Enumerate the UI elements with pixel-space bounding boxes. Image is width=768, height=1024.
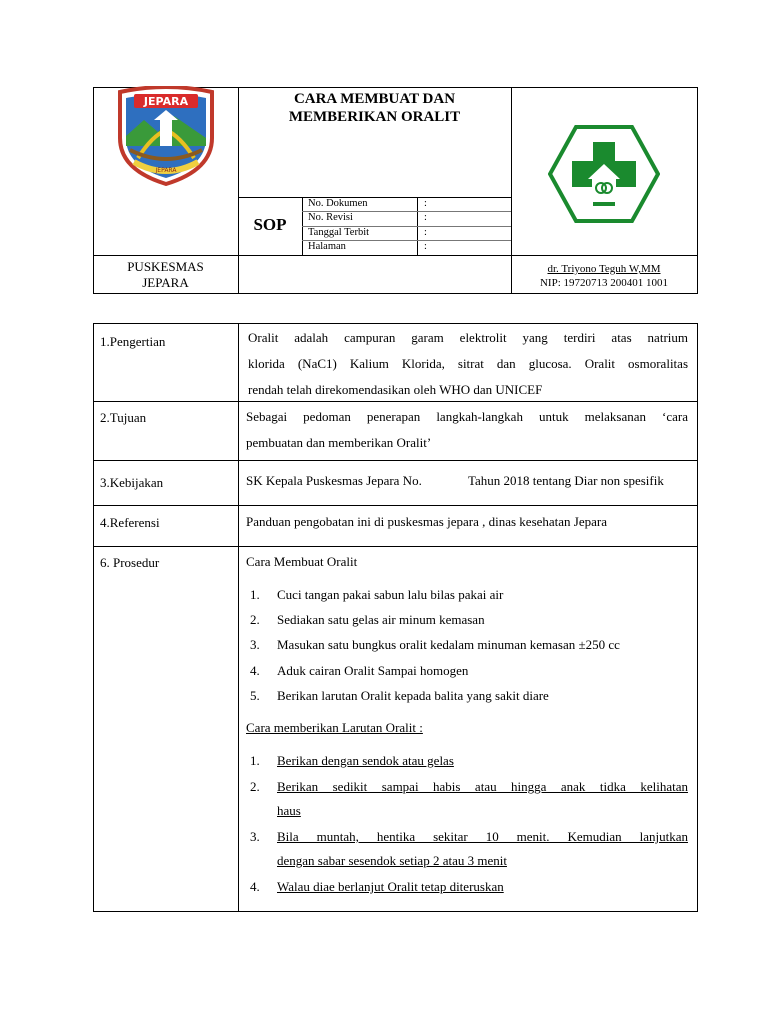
organization-name (93, 259, 238, 291)
referensi-text: Panduan pengobatan ini di puskesmas jepara , dinas kesehatan Jepara (246, 514, 607, 529)
step2-text-2b: haus (277, 803, 301, 818)
kebijakan-text-b: Tahun 2018 tentang Diar non spesifik (468, 473, 664, 488)
step2-text-3b: dengan sabar sesendok setiap 2 atau 3 menit (277, 853, 507, 868)
pengertian-text (248, 325, 688, 403)
step1-num-3: 3. (250, 637, 260, 652)
org-line-2: JEPARA (142, 275, 189, 290)
label-tujuan: 2.Tujuan (100, 410, 147, 425)
step1-num-5: 5. (250, 688, 260, 703)
org-line-1: PUSKESMAS (127, 259, 204, 274)
meta-value-dokumen: : (424, 198, 427, 209)
label-prosedur: 6. Prosedur (100, 555, 160, 570)
puskesmas-logo (548, 124, 660, 224)
meta-label-halaman: Halaman (308, 241, 346, 252)
step1-text-1: Cuci tangan pakai sabun lalu bilas pakai air (277, 587, 504, 602)
tujuan-line-1: Sebagai pedoman penerapan langkah-langkah untuk melaksanan ‘cara (246, 409, 688, 424)
tujuan-line-2: pembuatan dan memberikan Oralit’ (246, 435, 432, 450)
meta-value-halaman: : (424, 241, 427, 252)
signer-nip: NIP: 19720713 200401 1001 (539, 277, 669, 289)
step1-text-2: Sediakan satu gelas air minum kemasan (277, 612, 485, 627)
label-referensi: 4.Referensi (100, 515, 160, 530)
sop-label: SOP (253, 215, 287, 234)
svg-text:JEPARA: JEPARA (155, 167, 177, 174)
step2-text-1: Berikan dengan sendok atau gelas (277, 753, 454, 768)
pengertian-line-2: klorida (NaC1) Kalium Klorida, sitrat dan glucosa. Oralit osmoralitas (248, 356, 688, 371)
meta-value-tanggal-terbit: : (424, 227, 427, 238)
tujuan-text (246, 404, 688, 456)
label-kebijakan: 3.Kebijakan (100, 475, 164, 490)
signer-name: dr. Triyono Teguh W,MM (547, 263, 661, 275)
step1-num-2: 2. (250, 612, 260, 627)
step2-text-4: Walau diae berlanjut Oralit tetap diteruskan (277, 879, 504, 894)
label-pengertian: 1.Pengertian (100, 334, 166, 349)
meta-label-dokumen: No. Dokumen (308, 198, 368, 209)
pengertian-line-3: rendah telah direkomendasikan oleh WHO dan UNICEF (248, 382, 543, 397)
meta-label-tanggal-terbit: Tanggal Terbit (308, 227, 370, 238)
signer-block (511, 262, 697, 290)
step2-text-3a: Bila muntah, hentika sekitar 10 menit. Kemudian lanjutkan (277, 829, 688, 844)
step1-text-3: Masukan satu bungkus oralit kedalam minuman kemasan ±250 cc (277, 637, 620, 652)
pengertian-line-1: Oralit adalah campuran garam elektrolit yang terdiri atas natrium (248, 330, 688, 345)
step1-text-4: Aduk cairan Oralit Sampai homogen (277, 663, 469, 678)
step2-text-2a: Berikan sedikit sampai habis atau hingga anak tidka kelihatan (277, 779, 688, 794)
meta-label-revisi: No. Revisi (308, 212, 353, 223)
step2-num-3: 3. (250, 829, 260, 844)
step2-num-1: 1. (250, 753, 260, 768)
prosedur-heading-memberikan: Cara memberikan Larutan Oralit : (246, 720, 423, 735)
title-line-1: CARA MEMBUAT DAN (293, 91, 456, 107)
jepara-emblem-logo (114, 86, 218, 186)
svg-text:JEPARA: JEPARA (143, 95, 189, 108)
kebijakan-text-a: SK Kepala Puskesmas Jepara No. (246, 473, 422, 488)
prosedur-heading-membuat: Cara Membuat Oralit (246, 554, 358, 569)
title-line-2: MEMBERIKAN ORALIT (288, 109, 461, 125)
step2-num-2: 2. (250, 779, 260, 794)
step2-num-4: 4. (250, 879, 260, 894)
step1-text-5: Berikan larutan Oralit kepada balita yang sakit diare (277, 688, 549, 703)
step1-num-4: 4. (250, 663, 260, 678)
document-title (238, 90, 511, 126)
step1-num-1: 1. (250, 587, 260, 602)
meta-value-revisi: : (424, 212, 427, 223)
